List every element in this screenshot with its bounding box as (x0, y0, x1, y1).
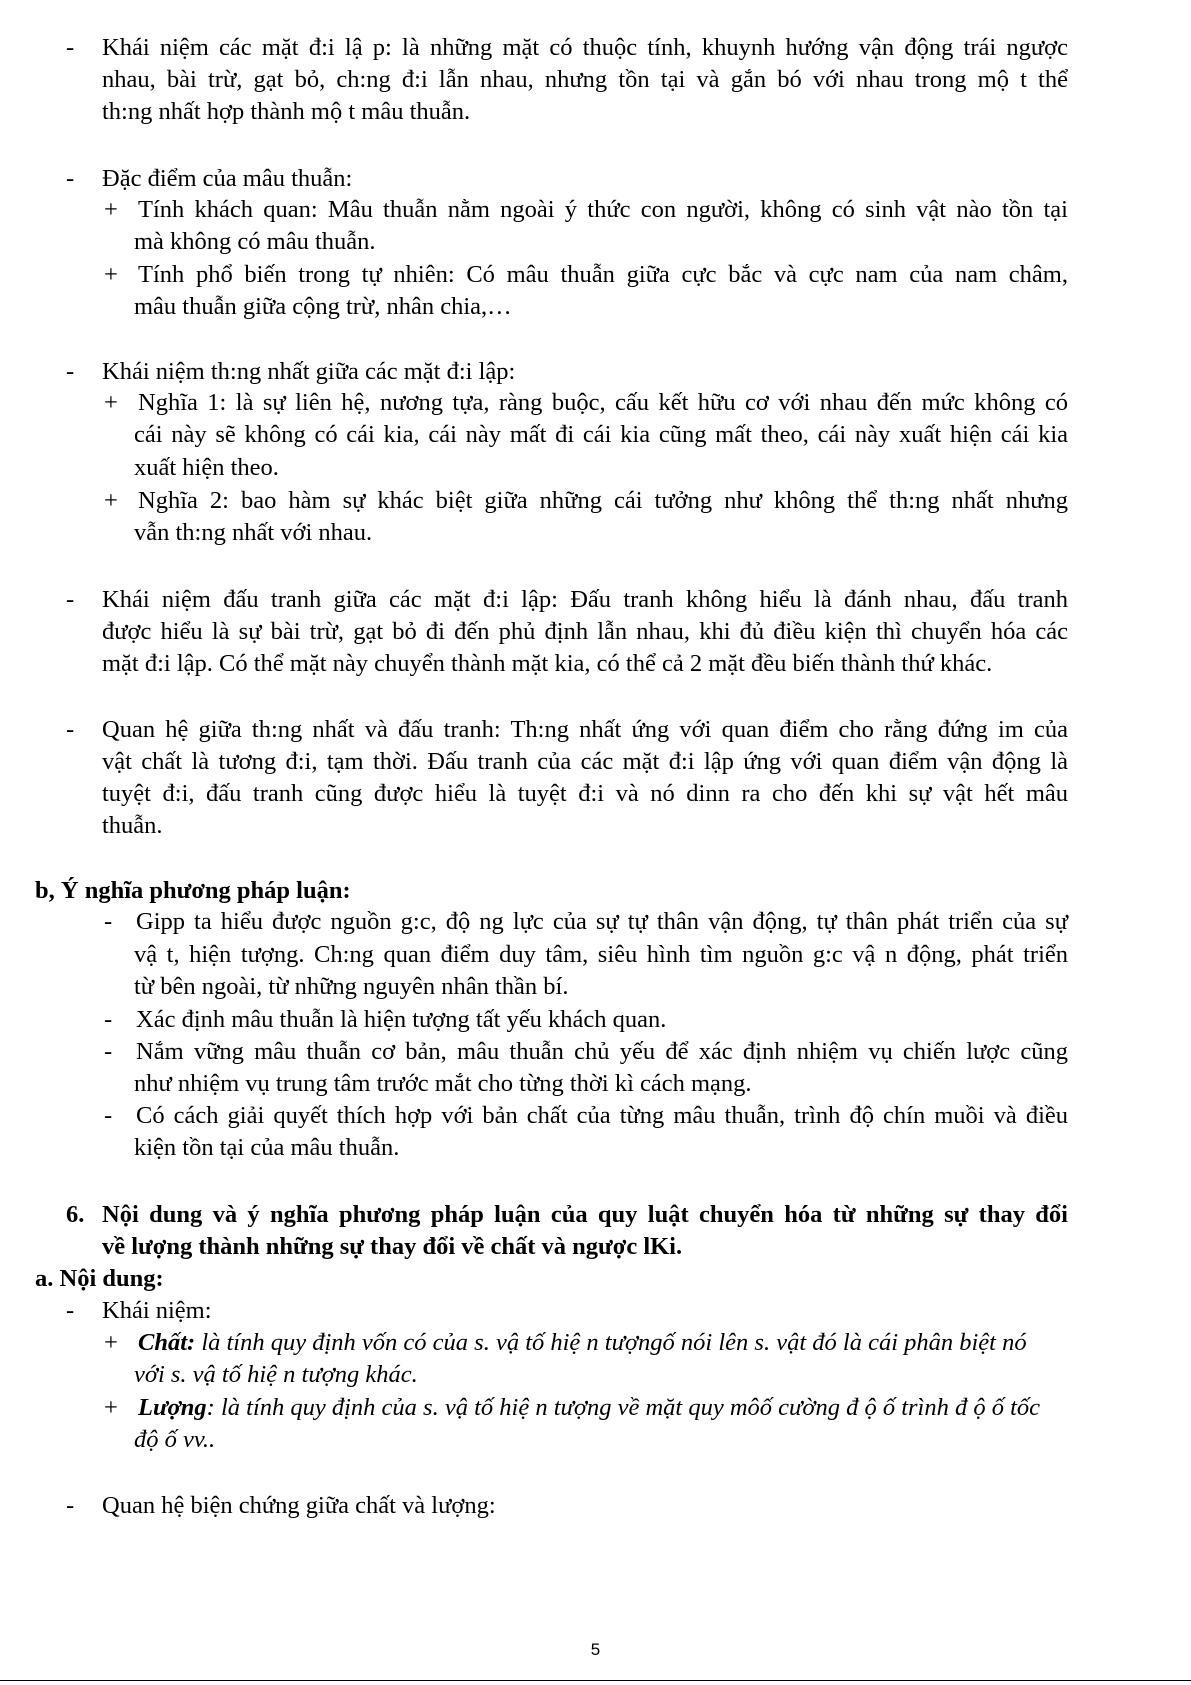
list-item-line: xuất hiện theo. (134, 454, 279, 481)
paragraph-line: mặt đ:i lập. Có thể mặt này chuyển thành mặt kia, có thể cả 2 mặt đều biến thành thứ khác. (102, 650, 993, 677)
paragraph-line: th:ng nhất hợp thành mộ t mâu thuẫn. (102, 98, 471, 125)
paragraph-line: thuẫn. (102, 812, 163, 839)
list-item-line: cái này sẽ không có cái kia, cái này mất đi cái kia cũng mất theo, cái này xuất hiện cái kia (134, 421, 1068, 448)
subsection-heading: a. Nội dung: (35, 1265, 164, 1292)
bullet-dash: - (66, 34, 75, 61)
bullet-plus: + (104, 261, 118, 288)
list-item-line: mâu thuẫn giữa cộng trừ, nhân chia,… (134, 293, 512, 320)
bullet-dash: - (66, 586, 75, 613)
definition-line: với s. vậ tố hiệ n tượng khác. (134, 1361, 418, 1388)
bullet-dash: - (66, 358, 75, 385)
list-heading: Khái niệm: (102, 1297, 212, 1324)
definition-text: : là tính quy định của s. vậ tố hiệ n tượng về mặt quy môố cường đ ộ ố trình đ ộ ố tốc (206, 1394, 1041, 1421)
list-item-line: Gipp ta hiểu được nguồn g:c, độ ng lực của sự tự thân vận động, tự thân phát triển của sự (136, 908, 1068, 935)
list-item-line: Nghĩa 1: là sự liên hệ, nương tựa, ràng buộc, cấu kết hữu cơ với nhau đến mức không có (138, 389, 1068, 416)
bullet-plus: + (104, 196, 118, 223)
section-heading: Đặc điểm của mâu thuẫn: (102, 165, 353, 192)
bullet-dash: - (104, 908, 113, 935)
bullet-dash: - (66, 716, 75, 743)
footer-rule (0, 1680, 1191, 1681)
paragraph-line: Khái niệm các mặt đ:i lậ p: là những mặt có thuộc tính, khuynh hướng vận động trái ngược (102, 34, 1068, 61)
definition-text: là tính quy định vốn có của s. vậ tố hiệ n tượngố nói lên s. vật đó là cái phân biệt nó (195, 1329, 1027, 1356)
paragraph-line: tuyệt đ:i, đấu tranh cũng được hiểu là tuyệt đ:i và nó dinn ra cho đến khi sự vật hết mâu (102, 780, 1068, 807)
paragraph-line: Quan hệ giữa th:ng nhất và đấu tranh: Th:ng nhất ứng với quan điểm cho rằng đứng im của (102, 716, 1068, 743)
page-number: 5 (590, 1640, 601, 1659)
bullet-dash: - (104, 1006, 113, 1033)
bullet-dash: - (66, 165, 75, 192)
definition-line (138, 1396, 1068, 1421)
term-chat: Chất: (138, 1329, 196, 1356)
list-item-line: kiện tồn tại của mâu thuẫn. (134, 1134, 400, 1161)
paragraph-line: được hiểu là sự bài trừ, gạt bỏ đi đến phủ định lẫn nhau, khi đủ điều kiện thì chuyển hóa các (102, 618, 1068, 645)
section-heading: Khái niệm th:ng nhất giữa các mặt đ:i lập: (102, 358, 516, 385)
bullet-plus: + (104, 1329, 118, 1356)
paragraph-line: vật chất là tương đ:i, tạm thời. Đấu tranh của các mặt đ:i lập ứng với quan điểm vận động là (102, 748, 1068, 775)
bullet-dash: - (66, 1297, 75, 1324)
bullet-plus: + (104, 1394, 118, 1421)
list-item-line: Nghĩa 2: bao hàm sự khác biệt giữa những cái tưởng như không thể th:ng nhất nhưng (138, 487, 1068, 514)
section-title-line: về lượng thành những sự thay đổi về chất và ngược lKi. (102, 1233, 683, 1260)
term-luong: Lượng (138, 1394, 207, 1421)
list-item-line: từ bên ngoài, từ những nguyên nhân thần bí. (134, 973, 569, 1000)
bullet-plus: + (104, 487, 118, 514)
list-item-line: Tính phổ biến trong tự nhiên: Có mâu thuẫn giữa cực bắc và cực nam của nam châm, (138, 261, 1068, 288)
section-number: 6. (66, 1201, 85, 1228)
subsection-heading: b, Ý nghĩa phương pháp luận: (35, 877, 351, 904)
paragraph-line: Khái niệm đấu tranh giữa các mặt đ:i lập: Đấu tranh không hiểu là đánh nhau, đấu tranh (102, 586, 1068, 613)
section-title-line: Nội dung và ý nghĩa phương pháp luận của quy luật chuyển hóa từ những sự thay đổi (102, 1201, 1068, 1228)
list-item-line: vậ t, hiện tượng. Ch:ng quan điểm duy tâm, siêu hình tìm nguồn g:c vậ n động, phát triển (134, 941, 1068, 968)
list-item-line: Nắm vững mâu thuẫn cơ bản, mâu thuẫn chủ yếu để xác định nhiệm vụ chiến lược cũng (136, 1038, 1068, 1065)
list-heading: Quan hệ biện chứng giữa chất và lượng: (102, 1492, 496, 1519)
bullet-plus: + (104, 389, 118, 416)
list-item-line: như nhiệm vụ trung tâm trước mắt cho từng thời kì cách mạng. (134, 1070, 752, 1097)
list-item-line: vẫn th:ng nhất với nhau. (134, 519, 373, 546)
definition-line: độ ố vv.. (134, 1426, 216, 1453)
paragraph-line: nhau, bài trừ, gạt bỏ, ch:ng đ:i lẫn nhau, nhưng tồn tại và gắn bó với nhau trong mộ t thể (102, 66, 1068, 93)
bullet-dash: - (104, 1038, 113, 1065)
list-item-line: Có cách giải quyết thích hợp với bản chất của từng mâu thuẫn, trình độ chín muồi và điều (136, 1102, 1068, 1129)
list-item-line: mà không có mâu thuẫn. (134, 228, 376, 255)
list-item-line: Xác định mâu thuẫn là hiện tượng tất yếu khách quan. (136, 1006, 667, 1033)
bullet-dash: - (66, 1492, 75, 1519)
bullet-dash: - (104, 1102, 113, 1129)
definition-line (138, 1331, 1068, 1356)
list-item-line: Tính khách quan: Mâu thuẫn nằm ngoài ý thức con người, không có sinh vật nào tồn tại (138, 196, 1068, 223)
